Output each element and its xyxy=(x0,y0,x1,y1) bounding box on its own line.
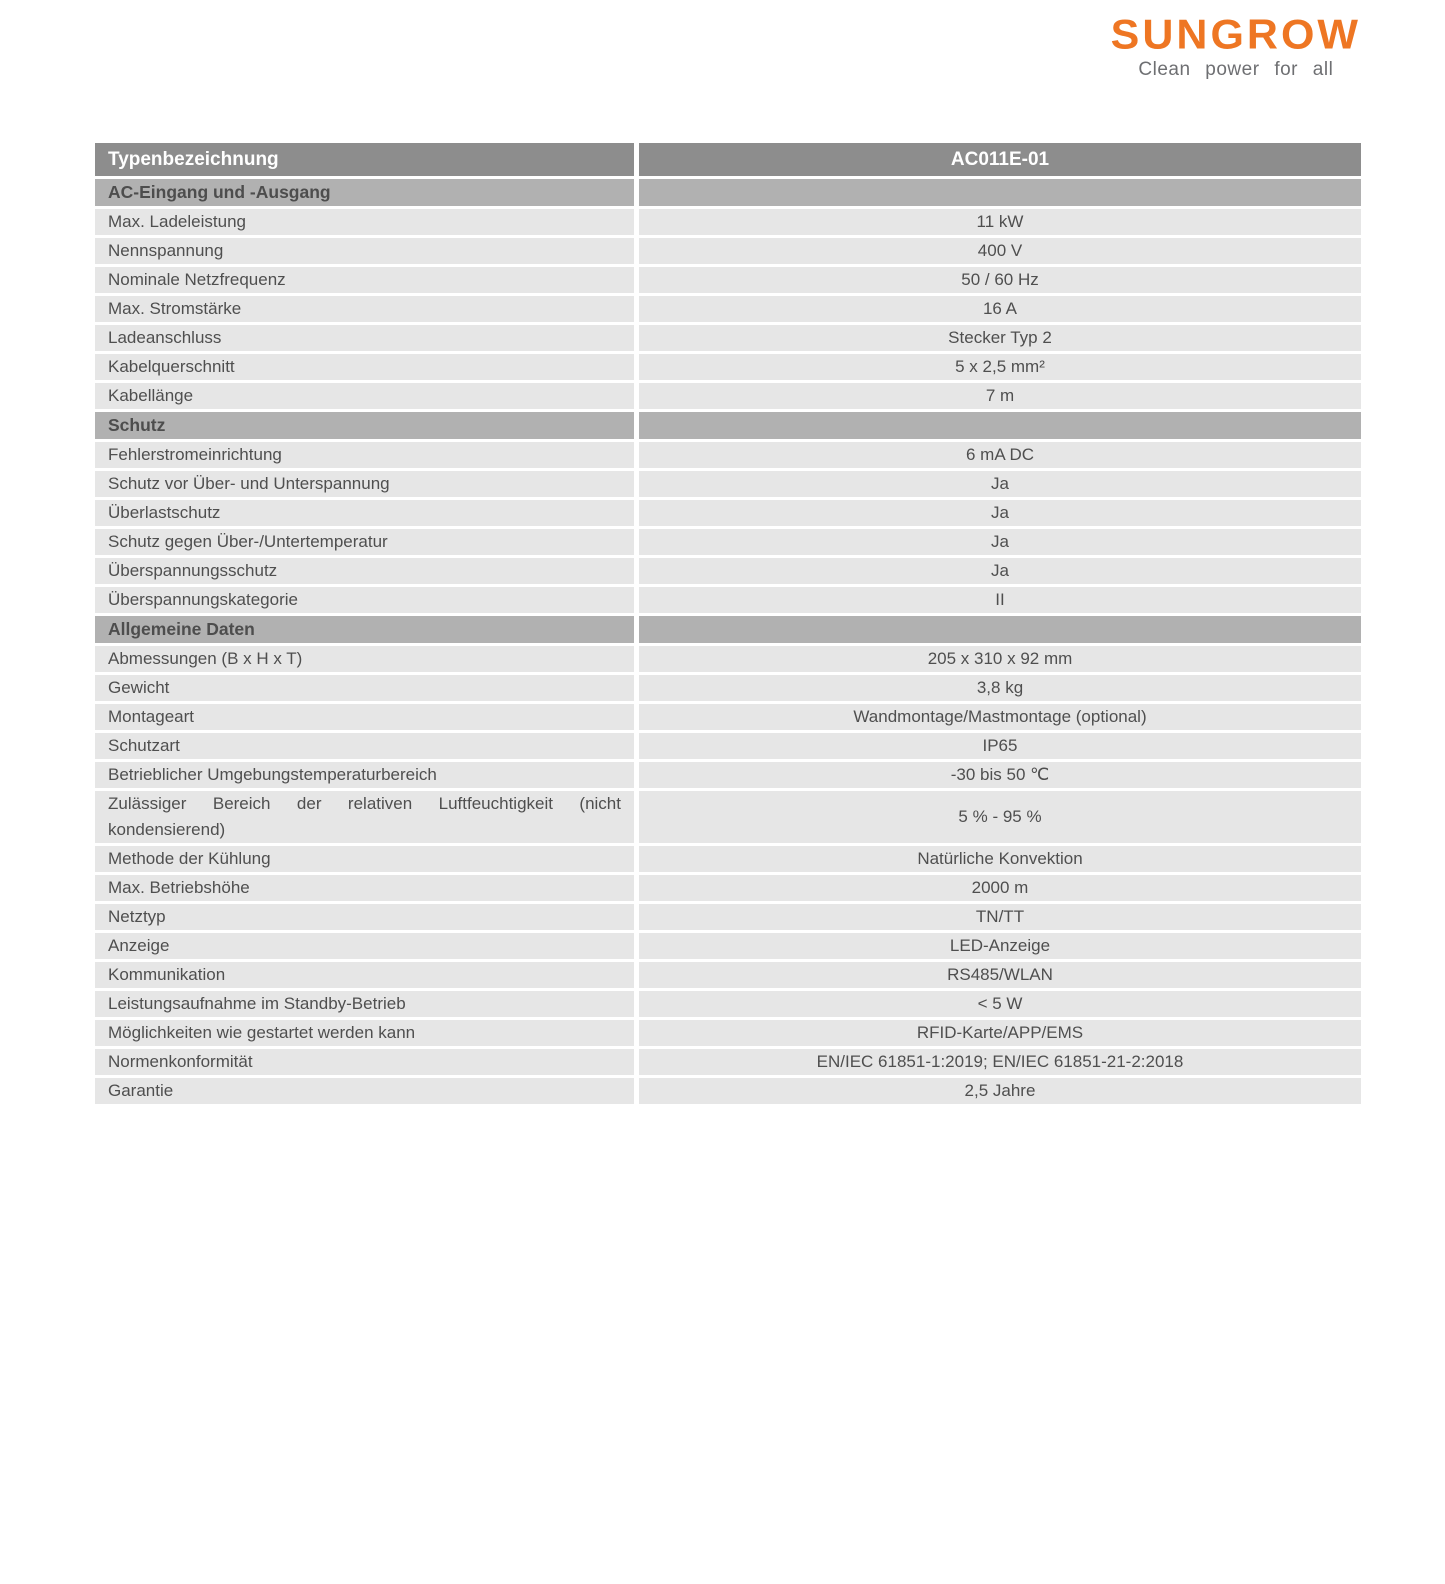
row-label: Normenkonformität xyxy=(95,1049,634,1075)
row-value xyxy=(639,616,1361,643)
row-label: Ladeanschluss xyxy=(95,325,634,351)
row-value: 6 mA DC xyxy=(639,442,1361,468)
spec-row xyxy=(95,762,1361,788)
row-label: Möglichkeiten wie gestartet werden kann xyxy=(95,1020,634,1046)
spec-row xyxy=(95,875,1361,901)
spec-row xyxy=(95,267,1361,293)
section-row xyxy=(95,179,1361,206)
row-value: 11 kW xyxy=(639,209,1361,235)
spec-row xyxy=(95,646,1361,672)
row-label: Nominale Netzfrequenz xyxy=(95,267,634,293)
spec-row xyxy=(95,704,1361,730)
spec-row xyxy=(95,354,1361,380)
spec-row xyxy=(95,529,1361,555)
row-label: Garantie xyxy=(95,1078,634,1104)
spec-row xyxy=(95,296,1361,322)
spec-row xyxy=(95,791,1361,843)
row-value: 7 m xyxy=(639,383,1361,409)
spec-row xyxy=(95,846,1361,872)
row-label: Nennspannung xyxy=(95,238,634,264)
row-label: Methode der Kühlung xyxy=(95,846,634,872)
row-value: 400 V xyxy=(639,238,1361,264)
brand-tagline: Clean power for all xyxy=(1138,59,1334,80)
row-label: Betrieblicher Umgebungstemperaturbereich xyxy=(95,762,634,788)
row-value: Ja xyxy=(639,558,1361,584)
spec-table xyxy=(95,143,1361,1107)
spec-row xyxy=(95,1049,1361,1075)
spec-row xyxy=(95,442,1361,468)
row-value: Stecker Typ 2 xyxy=(639,325,1361,351)
row-value: II xyxy=(639,587,1361,613)
section-row xyxy=(95,616,1361,643)
row-label: Anzeige xyxy=(95,933,634,959)
table-header-label: Typenbezeichnung xyxy=(95,143,634,176)
spec-row xyxy=(95,238,1361,264)
row-value: 5 x 2,5 mm² xyxy=(639,354,1361,380)
table-header-row xyxy=(95,143,1361,176)
row-label: Überspannungsschutz xyxy=(95,558,634,584)
row-value: 2,5 Jahre xyxy=(639,1078,1361,1104)
spec-row xyxy=(95,904,1361,930)
row-label: Überlastschutz xyxy=(95,500,634,526)
row-label: Schutz xyxy=(95,412,634,439)
row-value: 50 / 60 Hz xyxy=(639,267,1361,293)
table-body xyxy=(95,179,1361,1104)
spec-row xyxy=(95,933,1361,959)
row-value: Ja xyxy=(639,529,1361,555)
spec-row xyxy=(95,675,1361,701)
row-label: Leistungsaufnahme im Standby-Betrieb xyxy=(95,991,634,1017)
row-label: Schutzart xyxy=(95,733,634,759)
row-value: -30 bis 50 ℃ xyxy=(639,762,1361,788)
row-label: Gewicht xyxy=(95,675,634,701)
row-label: Kabellänge xyxy=(95,383,634,409)
row-label: Schutz vor Über- und Unterspannung xyxy=(95,471,634,497)
spec-row xyxy=(95,209,1361,235)
spec-row xyxy=(95,383,1361,409)
spec-row xyxy=(95,587,1361,613)
row-label: Fehlerstromeinrichtung xyxy=(95,442,634,468)
row-label: Netztyp xyxy=(95,904,634,930)
row-label: Montageart xyxy=(95,704,634,730)
row-label: Zulässiger Bereich der relativen Luftfeuchtigkeit (nicht kondensierend) xyxy=(95,791,634,843)
row-value: IP65 xyxy=(639,733,1361,759)
row-value xyxy=(639,412,1361,439)
row-value: 3,8 kg xyxy=(639,675,1361,701)
spec-row xyxy=(95,1078,1361,1104)
spec-row xyxy=(95,991,1361,1017)
row-value: Ja xyxy=(639,500,1361,526)
spec-row xyxy=(95,558,1361,584)
row-label: Kommunikation xyxy=(95,962,634,988)
row-value: LED-Anzeige xyxy=(639,933,1361,959)
brand-logo xyxy=(1111,12,1361,81)
spec-row xyxy=(95,962,1361,988)
row-label: AC-Eingang und -Ausgang xyxy=(95,179,634,206)
row-label: Abmessungen (B x H x T) xyxy=(95,646,634,672)
row-label: Schutz gegen Über-/Untertemperatur xyxy=(95,529,634,555)
row-value: EN/IEC 61851-1:2019; EN/IEC 61851-21-2:2018 xyxy=(639,1049,1361,1075)
row-value: TN/TT xyxy=(639,904,1361,930)
row-label: Max. Stromstärke xyxy=(95,296,634,322)
row-label: Allgemeine Daten xyxy=(95,616,634,643)
row-label: Überspannungskategorie xyxy=(95,587,634,613)
row-value: Ja xyxy=(639,471,1361,497)
row-value: 16 A xyxy=(639,296,1361,322)
row-value xyxy=(639,179,1361,206)
row-value: RS485/WLAN xyxy=(639,962,1361,988)
row-value: Natürliche Konvektion xyxy=(639,846,1361,872)
spec-row xyxy=(95,500,1361,526)
row-label: Kabelquerschnitt xyxy=(95,354,634,380)
spec-row xyxy=(95,325,1361,351)
row-value: 205 x 310 x 92 mm xyxy=(639,646,1361,672)
row-value: < 5 W xyxy=(639,991,1361,1017)
section-row xyxy=(95,412,1361,439)
row-label: Max. Betriebshöhe xyxy=(95,875,634,901)
row-value: 5 % - 95 % xyxy=(639,791,1361,843)
table-header-value: AC011E-01 xyxy=(639,143,1361,176)
row-value: RFID-Karte/APP/EMS xyxy=(639,1020,1361,1046)
row-value: Wandmontage/Mastmontage (optional) xyxy=(639,704,1361,730)
spec-row xyxy=(95,1020,1361,1046)
row-value: 2000 m xyxy=(639,875,1361,901)
row-label: Max. Ladeleistung xyxy=(95,209,634,235)
spec-row xyxy=(95,733,1361,759)
spec-row xyxy=(95,471,1361,497)
sungrow-wordmark: SUNGROW xyxy=(1110,11,1361,59)
